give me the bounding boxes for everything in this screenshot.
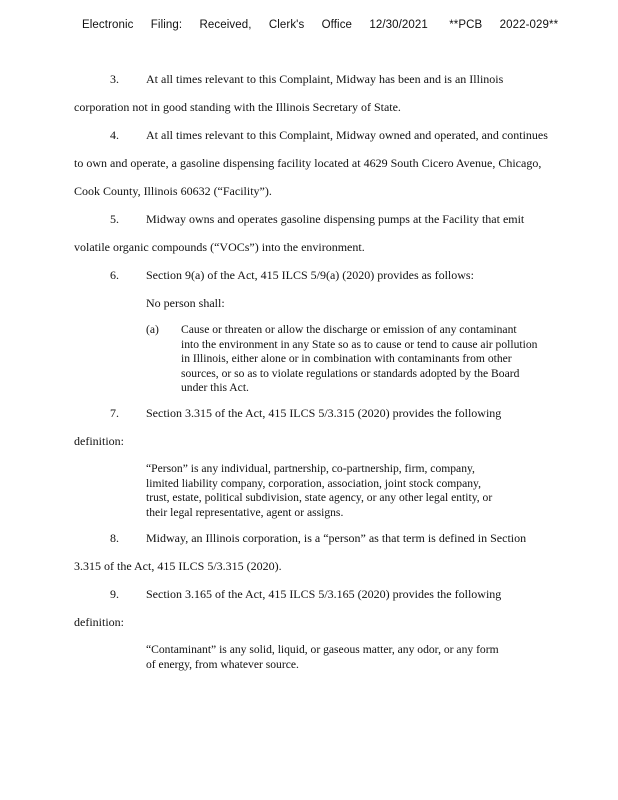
header-clerks: Clerk's xyxy=(268,19,305,31)
paragraph-number: 9. xyxy=(110,587,119,601)
paragraph-line: Midway, an Illinois corporation, is a “person” as that term is defined in Section xyxy=(146,531,527,545)
header-pcb: **PCB xyxy=(449,19,483,31)
paragraph-line: Section 3.165 of the Act, 415 ILCS 5/3.165 (2020) provides the following xyxy=(146,587,502,601)
statute-quote-line: Cause or threaten or allow the discharge or emission of any contaminant xyxy=(181,323,517,336)
paragraph-number: 6. xyxy=(110,268,119,282)
header-filing: Filing: xyxy=(150,19,183,31)
paragraph-line: volatile organic compounds (“VOCs”) into the environment. xyxy=(74,240,365,254)
definition-quote-line: of energy, from whatever source. xyxy=(146,657,299,671)
statute-item-label: (a) xyxy=(146,323,159,336)
paragraph-line: At all times relevant to this Complaint, Midway owned and operated, and continues xyxy=(146,128,548,142)
header-case-number: 2022-029** xyxy=(499,19,559,31)
paragraph-number: 8. xyxy=(110,531,119,545)
definition-quote-line: their legal representative, agent or assigns. xyxy=(146,505,344,519)
statute-subheading: No person shall: xyxy=(146,296,225,310)
paragraph-line: definition: xyxy=(74,434,124,448)
paragraph-number: 5. xyxy=(110,212,119,226)
paragraph-line: At all times relevant to this Complaint, Midway has been and is an Illinois xyxy=(146,72,504,86)
definition-quote-line: “Person” is any individual, partnership, co-partnership, firm, company, xyxy=(146,462,475,475)
definition-quote-line: “Contaminant” is any solid, liquid, or gaseous matter, any odor, or any form xyxy=(146,643,499,656)
definition-quote-line: trust, estate, political subdivision, state agency, or any other legal entity, or xyxy=(146,491,493,504)
paragraph-line: Cook County, Illinois 60632 (“Facility”). xyxy=(74,184,272,198)
statute-quote-line: under this Act. xyxy=(181,381,249,394)
definition-quote-line: limited liability company, corporation, association, joint stock company, xyxy=(146,476,481,490)
statute-quote-line: into the environment in any State so as to cause or tend to cause air pollution xyxy=(181,337,538,351)
header-electronic: Electronic xyxy=(82,19,134,31)
paragraph-line: Section 3.315 of the Act, 415 ILCS 5/3.315 (2020) provides the following xyxy=(146,406,502,420)
header-received: Received, xyxy=(199,19,252,31)
header-date: 12/30/2021 xyxy=(369,19,428,31)
paragraph-line: Section 9(a) of the Act, 415 ILCS 5/9(a) (2020) provides as follows: xyxy=(146,268,474,282)
paragraph-line: definition: xyxy=(74,615,124,629)
paragraph-number: 7. xyxy=(110,406,119,420)
header-office: Office xyxy=(321,19,353,31)
paragraph-number: 4. xyxy=(110,128,119,142)
statute-quote-line: sources, or so as to violate regulations or standards adopted by the Board xyxy=(181,366,520,380)
paragraph-line: to own and operate, a gasoline dispensing facility located at 4629 South Cicero Avenue, Chicago, xyxy=(74,156,542,170)
paragraph-line: Midway owns and operates gasoline dispensing pumps at the Facility that emit xyxy=(146,212,525,226)
paragraph-line: 3.315 of the Act, 415 ILCS 5/3.315 (2020). xyxy=(74,559,282,573)
statute-quote-line: in Illinois, either alone or in combination with contaminants from other xyxy=(181,352,512,365)
paragraph-line: corporation not in good standing with the Illinois Secretary of State. xyxy=(74,100,401,114)
filing-stamp-header xyxy=(82,19,572,31)
paragraph-number: 3. xyxy=(110,72,119,86)
